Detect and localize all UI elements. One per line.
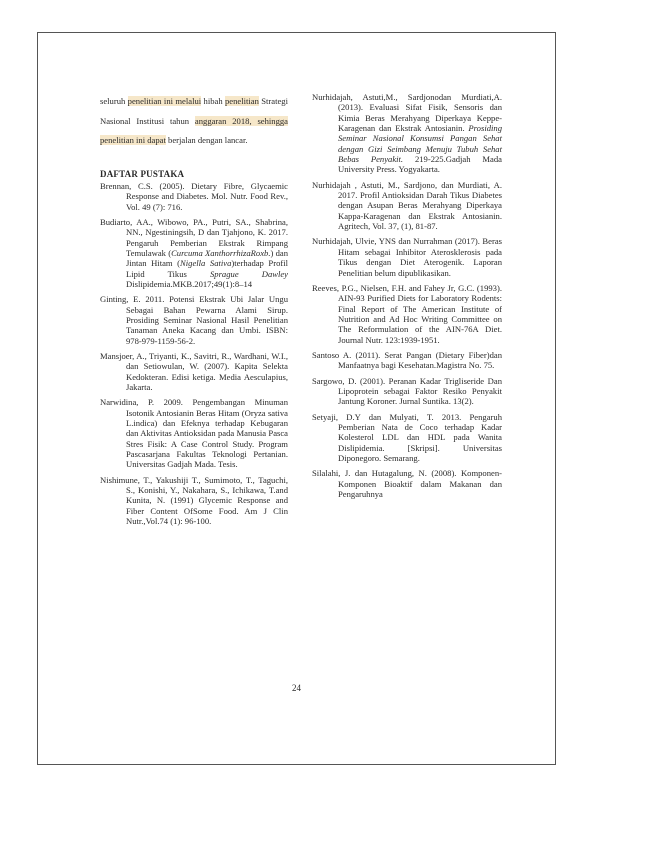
page-number: 24 <box>292 683 301 693</box>
reference-item: Reeves, P.G., Nielsen, F.H. and Fahey Jr, G.C. (1993). AIN-93 Purified Diets for Laboratory Rodents: Final Report of The American Institute of Nutrition and Ad Hoc Writing Committee on The Reformulation of the AIN-76A Diet. Journal Nutr. 123:1939-1951. <box>312 282 502 345</box>
highlight: penelitian <box>225 96 259 106</box>
acknowledgement-paragraph: seluruh penelitian ini melalui hibah penelitian Strategi Nasional Institusi tahun anggaran 2018, sehingga penelitian ini dapat berjalan dengan lancar. <box>100 96 288 145</box>
reference-item: Nurhidajah, Astuti,M., Sardjonodan Murdiati,A. (2013). Evaluasi Sifat Fisik, Sensoris dan Kimia Beras Merahyang Diperkaya Keppe-Karagenan dan Ekstrak Antosianin. Prosiding Seminar Nasional Konsumsi Pangan Sehat dengan Gizi Seimbang Menuju Tubuh Sehat Bebas Penyakit. 219-225.Gadjah Mada University Press. Yogyakarta. <box>312 92 502 175</box>
highlight: penelitian ini melalui <box>127 96 202 106</box>
reference-item: Nishimune, T., Yakushiji T., Sumimoto, T., Taguchi, S., Konishi, Y., Nakahara, S., Ichikawa, T.and Kunita, N. (1991) Glycemic Response and Fiber Content OfSome Food. Am J Clin Nutr.,Vol.74 (1): 96-100. <box>100 474 288 527</box>
reference-item: Narwidina, P. 2009. Pengembangan Minuman Isotonik Antosianin Beras Hitam (Oryza sativa L.indica) dan Efeknya terhadap Kebugaran dan Aktivitas Antioksidan pada Manusia Pasca Stres Fisik: A Case Control Study. Program Pascasarjana Fakultas Teknologi Pertanian. Universitas Gadjah Mada. Tesis. <box>100 397 288 470</box>
reference-item: Sargowo, D. (2001). Peranan Kadar Trigliseride Dan Lipoprotein sebagai Faktor Resiko Penyakit Jantung Koroner. Jurnal Suntika. 13(2). <box>312 375 502 407</box>
highlight: anggaran 2018, sehingga penelitian ini dapat <box>100 115 288 145</box>
reference-item: Mansjoer, A., Triyanti, K., Savitri, R., Wardhani, W.I., dan Setiowulan, W. (2007). Kapita Selekta Kedokteran. Edisi ketiga. Media Aesculapius, Jakarta. <box>100 351 288 393</box>
reference-item: Nurhidajah, Ulvie, YNS dan Nurrahman (2017). Beras Hitam sebagai Inhibitor Aterosklerosis pada Tikus dengan Diet Aterogenik. Laporan Penelitian belum dipublikasikan. <box>312 236 502 278</box>
reference-item: Budiarto, AA., Wibowo, PA., Putri, SA., Shabrina, NN., Ngestiningsih, D dan Tjahjono, K. 2017. Pengaruh Pemberian Ekstrak Rimpang Temulawak (Curcuma XanthorrhizaRoxb.) dan Jintan Hitam (Nigella Sativa)terhadap Profil Lipid Tikus Sprague Dawley Dislipidemia.MKB.2017;49(1):8–14 <box>100 216 289 289</box>
references-heading: DAFTAR PUSTAKA <box>100 168 185 179</box>
reference-item: Nurhidajah , Astuti, M., Sardjono, dan Murdiati, A. 2017. Profil Antioksidan Darah Tikus Diabetes dengan Asupan Beras Merahyang Diperkaya Kappa-Karagenan dan Ekstrak Antosianin. Agritech, Vol. 37, (1), 81-87. <box>312 179 502 232</box>
reference-item: Ginting, E. 2011. Potensi Ekstrak Ubi Jalar Ungu Sebagai Bahan Pewarna Alami Sirup. Prosiding Seminar Nasional Hasil Penelitian Tanaman Aneka Kacang dan Umbi. ISBN: 978-979-1159-56-2. <box>100 294 288 346</box>
reference-item: Setyaji, D.Y dan Mulyati, T. 2013. Pengaruh Pemberian Nata de Coco terhadap Kadar Kolesterol LDL dan HDL pada Wanita Dislipidemia. [Skripsi]. Universitas Diponegoro. Semarang. <box>312 411 502 463</box>
reference-item: Brennan, C.S. (2005). Dietary Fibre, Glycaemic Response and Diabetes. Mol. Nutr. Food Rev., Vol. 49 (7): 716. <box>100 180 288 212</box>
left-column <box>100 92 288 532</box>
reference-item: Santoso A. (2011). Serat Pangan (Dietary Fiber)dan Manfaatnya bagi Kesehatan.Magistra No. 75. <box>312 349 502 371</box>
right-column <box>312 92 502 504</box>
reference-item: Silalahi, J. dan Hutagalung, N. (2008). Komponen-Komponen Bioaktif dalam Makanan dan Pengaruhnya <box>312 468 502 500</box>
